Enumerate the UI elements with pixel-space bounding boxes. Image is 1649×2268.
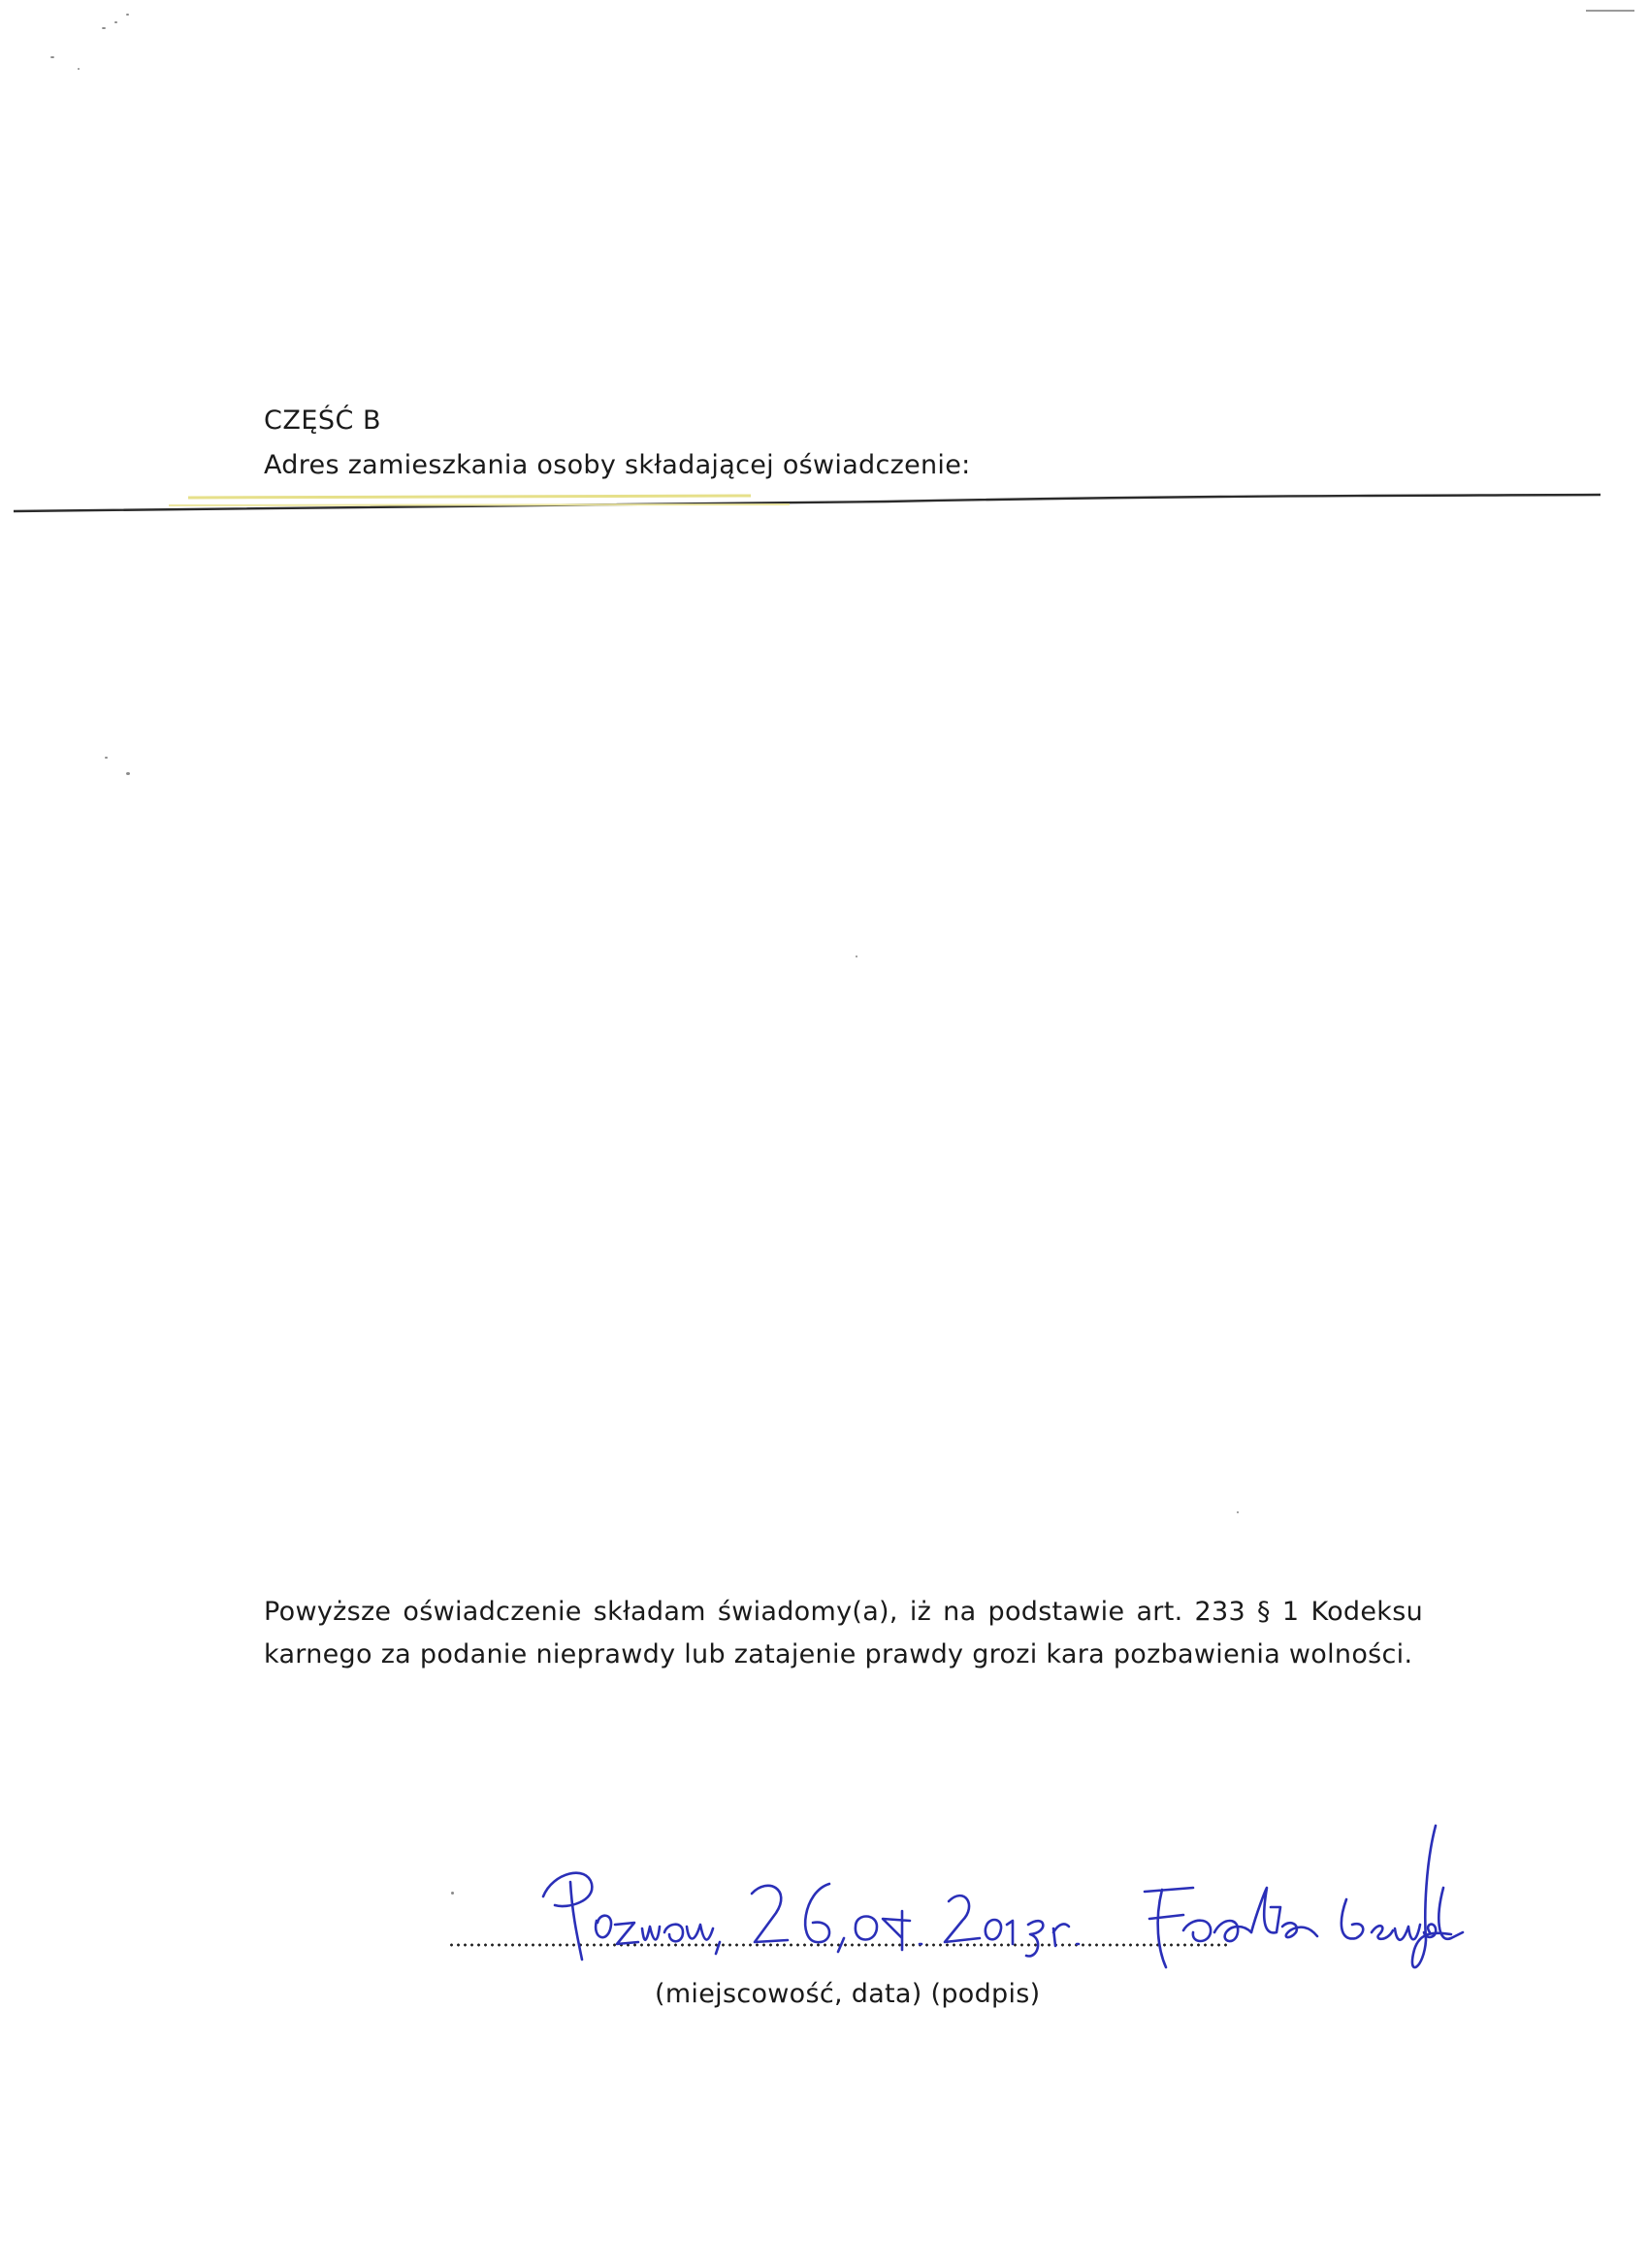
scan-speck	[126, 14, 129, 16]
signature-flourish	[1397, 1824, 1455, 1989]
scan-speck	[856, 956, 857, 957]
scan-speck	[114, 21, 117, 23]
scan-speck	[451, 1892, 454, 1895]
section-subtitle: Adres zamieszkania osoby składającej oświadczenie:	[264, 450, 971, 480]
scan-speck	[50, 56, 54, 58]
scan-mark	[1586, 10, 1634, 12]
address-rule	[14, 490, 1604, 519]
scan-speck	[126, 772, 130, 775]
signature-caption: (miejscowość, data) (podpis)	[655, 1979, 1041, 2009]
scan-speck	[102, 27, 106, 29]
scan-speck	[105, 757, 108, 759]
section-title: CZĘŚĆ B	[264, 405, 382, 436]
scan-speck	[1237, 1511, 1239, 1513]
scan-speck	[78, 68, 80, 70]
legal-statement: Powyższe oświadczenie składam świadomy(a), iż na podstawie art. 233 § 1 Kodeksu karnego za podanie nieprawdy lub zatajenie prawdy grozi kara pozbawienia wolności.	[264, 1597, 1423, 1669]
